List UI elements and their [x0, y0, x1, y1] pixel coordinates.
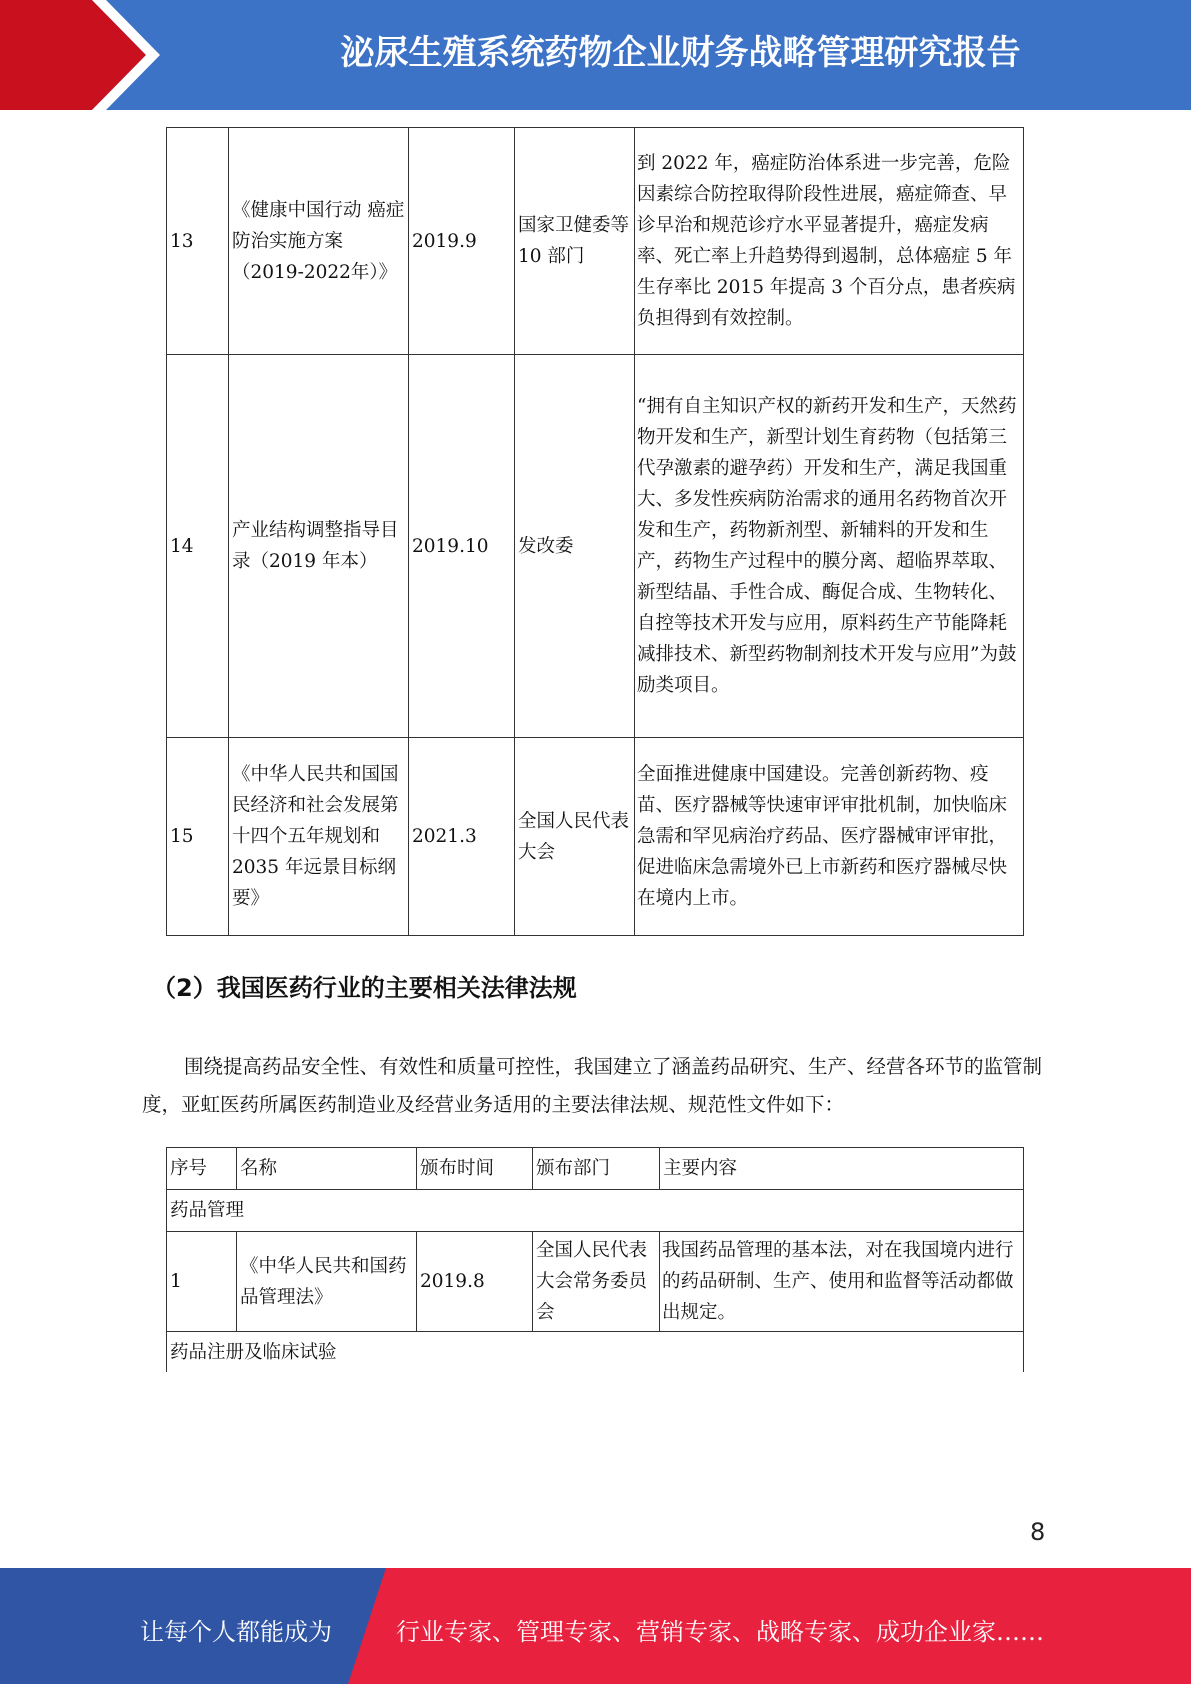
- issue-date: 2019.9: [409, 128, 515, 355]
- table-row: [167, 355, 1024, 738]
- table-row: [167, 738, 1024, 936]
- policy-content: “拥有自主知识产权的新药开发和生产，天然药物开发和生产，新型计划生育药物（包括第三代孕激素的避孕药）开发和生产，满足我国重大、多发性疾病防治需求的通用名药物首次开发和生产，药物新剂型、新辅料的开发和生产，药物生产过程中的膜分离、超临界萃取、新型结晶、手性合成、酶促合成、生物转化、自控等技术开发与应用，原料药生产节能降耗减排技术、新型药物制剂技术开发与应用”为鼓励类项目。: [635, 355, 1024, 738]
- column-header-date: 颁布时间: [417, 1148, 533, 1190]
- law-content: 我国药品管理的基本法，对在我国境内进行的药品研制、生产、使用和监督等活动都做出规定。: [660, 1232, 1024, 1332]
- category-label: 药品注册及临床试验: [167, 1332, 1024, 1374]
- column-header-content: 主要内容: [660, 1148, 1024, 1190]
- regulation-table: [166, 1147, 1024, 1374]
- column-header-department: 颁布部门: [533, 1148, 660, 1190]
- column-header-name: 名称: [237, 1148, 417, 1190]
- row-number: 15: [167, 738, 229, 936]
- row-number: 14: [167, 355, 229, 738]
- category-label: 药品管理: [167, 1190, 1024, 1232]
- issue-date: 2019.8: [417, 1232, 533, 1332]
- table-continuation-cut: [166, 1372, 1026, 1386]
- page-number: 8: [1030, 1518, 1046, 1546]
- column-header-number: 序号: [167, 1148, 237, 1190]
- policy-name: 《中华人民共和国国民经济和社会发展第十四个五年规划和 2035 年远景目标纲要》: [229, 738, 409, 936]
- table-header-row: [167, 1148, 1024, 1190]
- row-number: 1: [167, 1232, 237, 1332]
- footer-slogan-left: 让每个人都能成为: [140, 1618, 332, 1646]
- issuing-department: 国家卫健委等 10 部门: [515, 128, 635, 355]
- issue-date: 2021.3: [409, 738, 515, 936]
- law-name: 《中华人民共和国药品管理法》: [237, 1232, 417, 1332]
- footer-slogan-right: 行业专家、管理专家、营销专家、战略专家、成功企业家……: [396, 1618, 1044, 1646]
- table-row: [167, 128, 1024, 355]
- policy-content: 到 2022 年，癌症防治体系进一步完善，危险因素综合防控取得阶段性进展，癌症筛查、早诊早治和规范诊疗水平显著提升，癌症发病率、死亡率上升趋势得到遏制，总体癌症 5 年生存率比 2015 年提高 3 个百分点，患者疾病负担得到有效控制。: [635, 128, 1024, 355]
- row-number: 13: [167, 128, 229, 355]
- issuing-department: 全国人民代表大会: [515, 738, 635, 936]
- issuing-department: 发改委: [515, 355, 635, 738]
- policy-name: 《健康中国行动 癌症防治实施方案（2019-2022年）》: [229, 128, 409, 355]
- page-header: [0, 0, 1191, 110]
- policy-name: 产业结构调整指导目录（2019 年本）: [229, 355, 409, 738]
- category-row: [167, 1332, 1024, 1374]
- header-arrow-decoration: [0, 0, 200, 110]
- issuing-department: 全国人民代表大会常务委员会: [533, 1232, 660, 1332]
- report-title: 泌尿生殖系统药物企业财务战略管理研究报告: [340, 33, 1021, 73]
- section-heading: （2）我国医药行业的主要相关法律法规: [152, 974, 577, 1002]
- body-paragraph: 围绕提高药品安全性、有效性和质量可控性，我国建立了涵盖药品研究、生产、经营各环节的监管制度，亚虹医药所属医药制造业及经营业务适用的主要法律法规、规范性文件如下：: [142, 1055, 1043, 1116]
- policy-table: [166, 127, 1024, 936]
- policy-content: 全面推进健康中国建设。完善创新药物、疫苗、医疗器械等快速审评审批机制，加快临床急需和罕见病治疗药品、医疗器械审评审批，促进临床急需境外已上市新药和医疗器械尽快在境内上市。: [635, 738, 1024, 936]
- category-row: [167, 1190, 1024, 1232]
- issue-date: 2019.10: [409, 355, 515, 738]
- table-row: [167, 1232, 1024, 1332]
